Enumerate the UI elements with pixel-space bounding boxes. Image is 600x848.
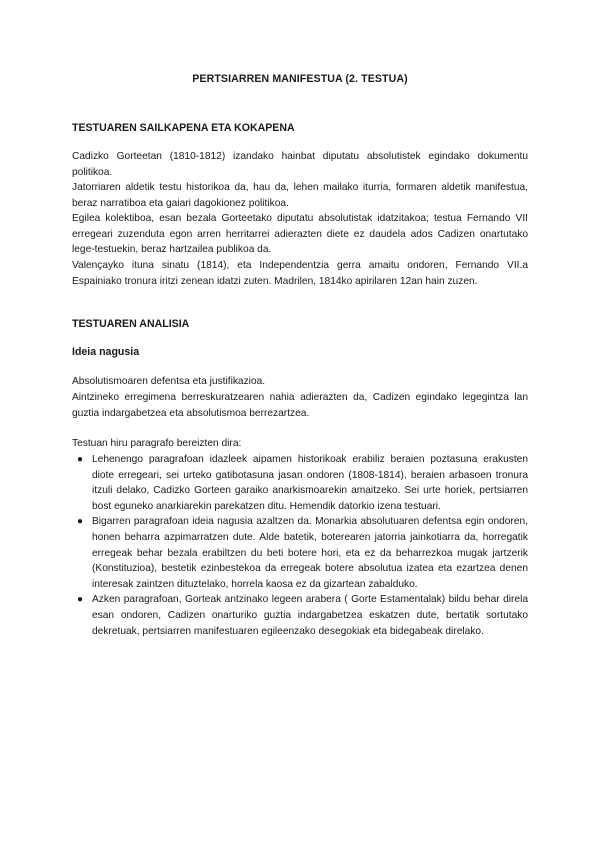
bullet-icon: ● [77, 594, 84, 606]
section-heading-classification: TESTUAREN SAILKAPENA ETA KOKAPENA [72, 122, 295, 134]
paragraphs-intro: Testuan hiru paragrafo bereizten dira: [72, 438, 242, 449]
main-idea-line-2: Aintzineko erregimena berreskuratzearen nahia adierazten da, Cadizen egindako legegintza lan guztia indargabetzea eta absolutismoa berrezartzea. [72, 392, 528, 419]
list-item [72, 452, 528, 514]
bullet-icon: ● [77, 516, 84, 528]
paragraph-origin: Cadizko Gorteetan (1810-1812) izandako hainbat diputatu absolutistek egindako dokumentu politikoa. [72, 151, 528, 178]
bullet-text: Bigarren paragrafoan ideia nagusia azaltzen da. Monarkia absolutuaren defentsa egin ondoren, honen beharra azpimarratzen dute. Alde batetik, boterearen jatorria jainkotiarra da, horregatik erregeak behar bezala erabiltzen du beti botere hori, eta ez da beharrezkoa mugak jartzerik (Konstituzioa), bestetik ezinbestekoa da erregeak botere absolutua izatea eta ezartzea denen interesak zaintzen dituztelako, horrela kaosa ez da gizartean zabalduko. [92, 516, 528, 590]
bullet-text: Lehenengo paragrafoan idazleek aipamen historikoak erabiliz beraien poztasuna erakusten diote erregeari, sei urteko gatibotasuna jasan ondoren (1808-1814), beraien arbasoen tronura itzuli delako, Cadizko Gorteen garaiko anarkismoarekin amaitzeko. Sei urte horiek, pertsiarren bost eguneko anarkiarekin parekatzen ditu. Hemendik datorkio izena testuari. [92, 454, 528, 512]
bullet-icon: ● [77, 454, 84, 465]
paragraph-bullet-list [72, 452, 528, 639]
subheading-main-idea: Ideia nagusia [72, 346, 140, 358]
paragraph-author: Egilea kolektiboa, esan bezala Gorteetako diputatu absolutistak idatzitakoa; testua Fernando VII erregeari zuzenduta egon arren herritarrei adierazten diete ez daudela ados Cadizen onartutako lege-testuekin, beraz hartzailea publikoa da. [72, 213, 528, 256]
document-title: PERTSIARREN MANIFESTUA (2. TESTUA) [192, 73, 408, 85]
section-heading-analysis: TESTUAREN ANALISIA [72, 318, 190, 330]
paragraph-type: Jatorriaren aldetik testu historikoa da, hau da, lehen mailako iturria, formaren aldetik manifestua, beraz narratiboa eta gaiari dagokionez politikoa. [72, 182, 528, 209]
bullet-text: Azken paragrafoan, Gorteak antzinako legeen arabera ( Gorte Estamentalak) bildu behar direla esan ondoren, Cadizen onarturiko guztia indargabetzea eskatzen dute, bertatik sortutako dekretuak, pertsiarren manifestuaren egileenzako desegokiak eta bidegabeak direlako. [92, 594, 528, 637]
list-item [72, 514, 528, 592]
main-idea-line-1: Absolutismoaren defentsa eta justifikazioa. [72, 376, 266, 387]
paragraph-context: Valençayko ituna sinatu (1814), eta Independentzia gerra amaitu ondoren, Fernando VII.a Espainiako tronura iritzi zenean idatzi zuten. Madrilen, 1814ko apirilaren 12an hain zuzen. [72, 260, 528, 287]
list-item [72, 592, 528, 639]
